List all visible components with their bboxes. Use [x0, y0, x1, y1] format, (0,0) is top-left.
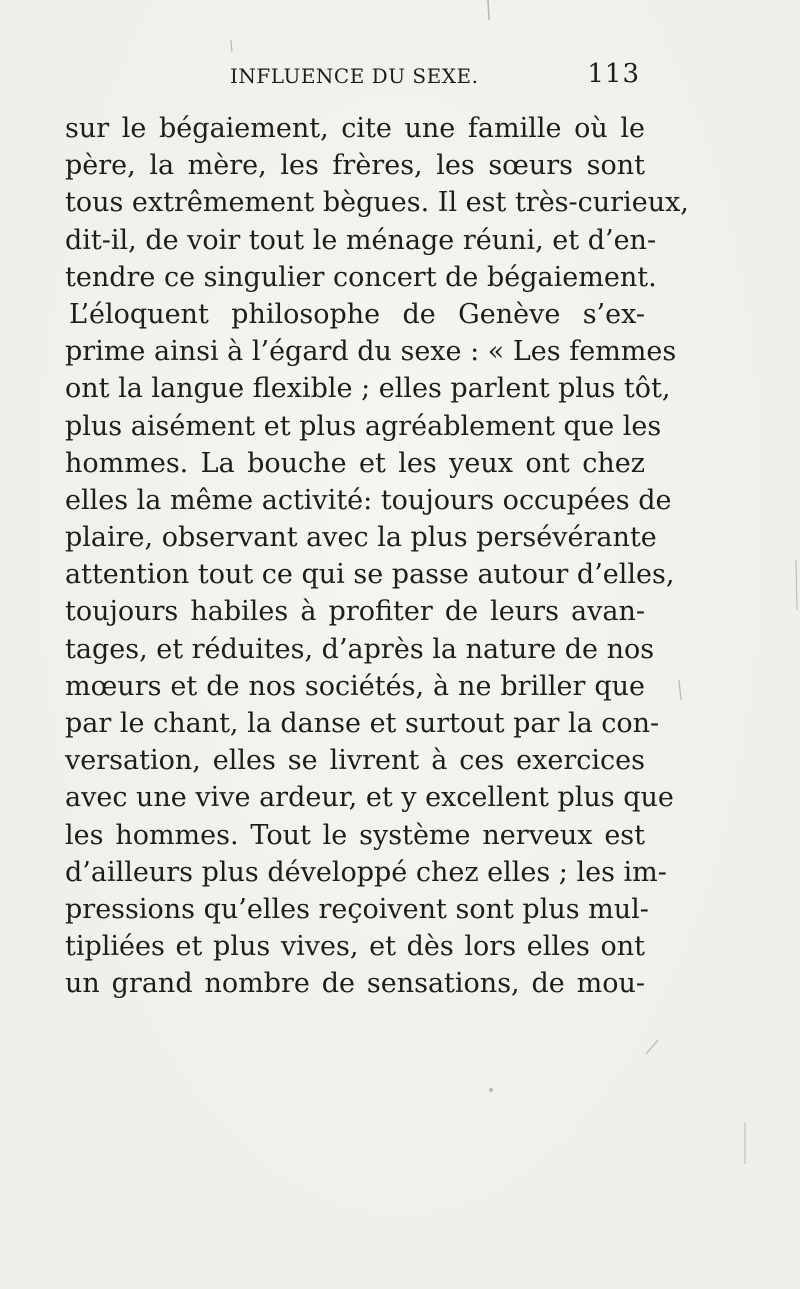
text-line: plus aisément et plus agréablement que les [65, 410, 662, 442]
text-line: prime ainsi à l’égard du sexe : « Les femmes [65, 336, 677, 368]
text-line: ont la langue flexible ; elles parlent plus tôt, [65, 373, 671, 405]
scan-mark [646, 1040, 658, 1054]
text-line: dit-il, de voir tout le ménage réuni, et d’en- [65, 224, 657, 256]
text-line: versation, elles se livrent à ces exercices [65, 745, 645, 777]
text-line: avec une vive ardeur, et y excellent plus que [65, 782, 674, 814]
text-line: par le chant, la danse et surtout par la con- [65, 708, 660, 739]
text-line: père, la mère, les frères, les sœurs sont [65, 150, 645, 182]
text-line: un grand nombre de sensations, de mou- [65, 968, 645, 1000]
text-line: mœurs et de nos sociétés, à ne briller que [65, 670, 645, 702]
running-head: INFLUENCE DU SEXE. [230, 64, 479, 88]
page-number: 113 [587, 59, 640, 89]
text-line: les hommes. Tout le système nerveux est [65, 819, 645, 851]
scan-mark [231, 40, 232, 52]
text-line: tages, et réduites, d’après la nature de nos [65, 633, 655, 665]
text-line: tendre ce singulier concert de bégaiement. [65, 261, 657, 293]
text-line: pressions qu’elles reçoivent sont plus mul- [65, 893, 649, 925]
text-line: elles la même activité: toujours occupées de [65, 484, 672, 516]
body-text [65, 110, 689, 1003]
text-line: toujours habiles à profiter de leurs avan- [65, 596, 645, 628]
text-line: plaire, observant avec la plus persévérante [65, 522, 657, 554]
scan-mark [488, 0, 489, 20]
text-line: attention tout ce qui se passe autour d’elles, [65, 559, 675, 591]
text-line: hommes. La bouche et les yeux ont chez [65, 447, 645, 479]
text-line: d’ailleurs plus développé chez elles ; les im- [65, 856, 667, 888]
text-line: tipliées et plus vives, et dès lors elles ont [65, 931, 645, 963]
text-line: tous extrêmement bègues. Il est très-curieux, [65, 187, 689, 219]
text-line: sur le bégaiement, cite une famille où le [65, 113, 645, 144]
scan-mark [796, 560, 797, 610]
scan-mark [679, 680, 681, 700]
scan-mark [489, 1088, 493, 1092]
text-line: L’éloquent philosophe de Genève s’ex- [69, 298, 645, 330]
page-header [230, 59, 640, 96]
